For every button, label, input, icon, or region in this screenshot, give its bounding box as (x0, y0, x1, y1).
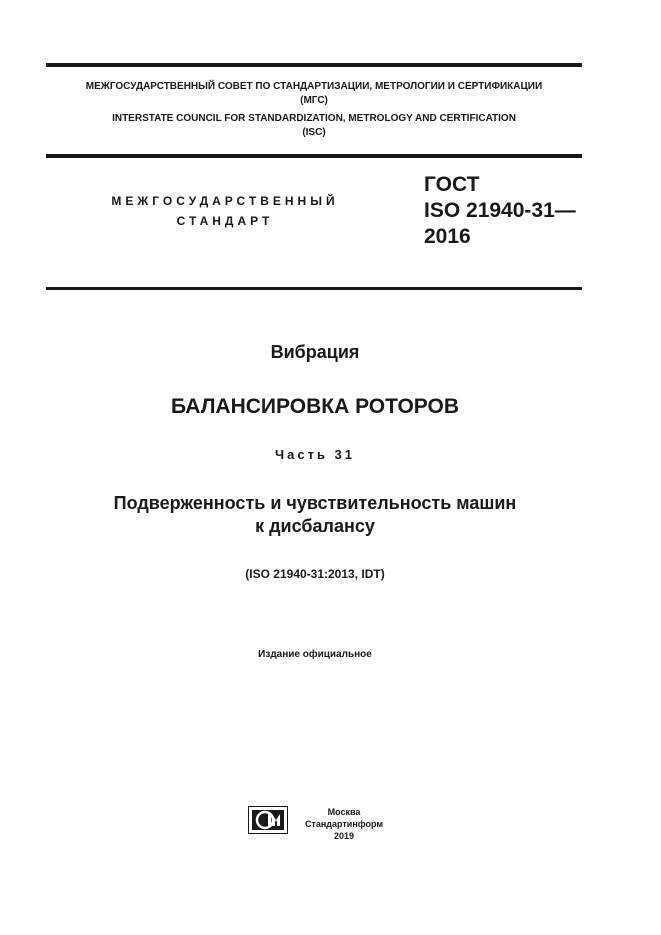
council-name-en: INTERSTATE COUNCIL FOR STANDARDIZATION, METROLOGY AND CERTIFICATION (112, 113, 516, 124)
publisher-name: Стандартинформ (304, 819, 384, 829)
iso-reference: (ISO 21940-31:2013, IDT) (245, 567, 385, 581)
document-title: БАЛАНСИРОВКА РОТОРОВ (170, 395, 460, 418)
standard-type-line1: МЕЖГОСУДАРСТВЕННЫЙ (111, 194, 339, 208)
council-name-ru: МЕЖГОСУДАРСТВЕННЫЙ СОВЕТ ПО СТАНДАРТИЗАЦИИ, МЕТРОЛОГИИ И СЕРТИФИКАЦИИ (85, 81, 543, 92)
bottom-divider (46, 287, 582, 290)
edition-note: Издание официальное (258, 649, 372, 660)
document-subtitle-line1: Подверженность и чувствительность машин (113, 493, 517, 513)
top-divider (46, 63, 582, 67)
document-part: Часть 31 (274, 447, 356, 462)
designation-line3: 2016 (424, 225, 471, 248)
council-abbr-en: (ISC) (302, 127, 326, 138)
standard-type-line2: СТАНДАРТ (176, 214, 274, 228)
document-subject: Вибрация (270, 342, 360, 362)
publisher-city: Москва (327, 807, 361, 817)
publication-year: 2019 (333, 831, 355, 841)
document-subtitle-line2: к дисбалансу (255, 516, 375, 536)
middle-divider (46, 154, 582, 158)
designation-line2: ISO 21940-31— (424, 199, 576, 222)
council-abbr-ru: (МГС) (300, 95, 328, 106)
standartinform-logo-icon (248, 806, 288, 834)
designation-line1: ГОСТ (424, 173, 480, 196)
